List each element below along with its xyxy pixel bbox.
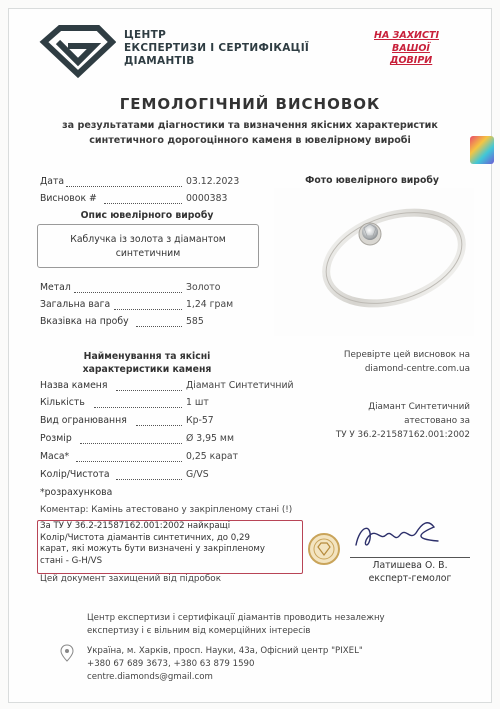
- dotted-leader: [114, 309, 182, 310]
- calculated-note: *розрахункова: [40, 487, 113, 498]
- dotted-leader: [136, 326, 182, 327]
- size-label: Розмір: [40, 433, 72, 444]
- contact-block: [87, 645, 427, 684]
- hologram-sticker: [470, 136, 494, 164]
- comment-line: За ТУ У 36.2-21587162.001:2002 найкращі: [40, 521, 231, 531]
- total-weight-label: Загальна вага: [40, 299, 111, 310]
- address: Україна, м. Харків, просп. Науки, 43а, Офісний центр "PIXEL": [87, 646, 363, 656]
- hallmark-label: Вказівка на пробу: [40, 316, 129, 327]
- size-value: Ø 3,95 мм: [186, 433, 234, 444]
- dotted-leader: [116, 479, 182, 480]
- diamond-logo-icon: [38, 24, 116, 78]
- protection-note: Цей документ захищений від підробок: [40, 574, 222, 584]
- dotted-leader: [80, 443, 182, 444]
- item-description-line: синтетичним: [115, 248, 181, 259]
- item-description-line: Каблучка із золота з діамантом: [70, 234, 226, 245]
- verify-link[interactable]: diamond-centre.com.ua: [364, 364, 470, 374]
- dotted-leader: [76, 461, 182, 462]
- org-name: ЦЕНТР ЕКСПЕРТИЗИ І СЕРТИФІКАЦІЇ ДІАМАНТІВ: [124, 29, 310, 67]
- cut-value: Кр-57: [186, 415, 214, 426]
- trust-stamp: НА ЗАХИСТІ ВАШОЇ ДОВІРИ: [374, 30, 439, 66]
- signer-role: експерт-гемолог: [368, 573, 452, 584]
- signer-name: Латишева О. В.: [350, 557, 470, 572]
- document-subtitle: за результатами діагностики та визначення якісних характеристик синтетичного дорогоцінного каменя в ювелірному виробі: [62, 120, 438, 146]
- report-number-value: 0000383: [186, 193, 228, 204]
- quantity-value: 1 шт: [186, 397, 209, 408]
- report-number-label: Висновок #: [40, 193, 97, 204]
- independence-note: Центр експертизи і сертифікації діамантів проводить незалежну експертизу і є вільним від комерційних інтересів: [87, 613, 385, 636]
- stone-name-label: Назва каменя: [40, 380, 108, 391]
- metal-label: Метал: [40, 282, 71, 293]
- comment-line: Колір/Чистота діамантів синтетичних, до 0,29: [40, 532, 250, 543]
- comment-box: [37, 520, 303, 574]
- dotted-leader: [74, 292, 182, 293]
- synthetic-attestation: Діамант Синтетичний атестовано за ТУ У 36.2-21587162.001:2002: [335, 402, 470, 440]
- comment-line: карат, які можуть бути визначені у закріпленому: [40, 544, 265, 554]
- dotted-leader: [136, 425, 182, 426]
- item-description-heading: Опис ювелірного виробу: [80, 210, 214, 221]
- gold-seal-icon: [307, 532, 341, 566]
- comment-line: стані - G-H/VS: [40, 555, 103, 566]
- total-weight-value: 1,24 грам: [186, 299, 234, 310]
- location-pin-icon: [60, 644, 74, 662]
- document-title: ГЕМОЛОГІЧНИЙ ВИСНОВОК: [119, 95, 381, 113]
- stone-heading: Найменування та якісні характеристики каменя: [82, 351, 212, 375]
- ring-photo: [274, 188, 474, 336]
- signer-block: [350, 557, 470, 585]
- metal-value: Золото: [186, 282, 221, 293]
- dotted-leader: [94, 407, 182, 408]
- quantity-label: Кількість: [40, 397, 85, 408]
- mass-label: Маса*: [40, 451, 70, 462]
- dotted-leader: [66, 186, 182, 187]
- verify-note: Перевірте цей висновок на diamond-centre.com.ua: [300, 348, 470, 376]
- date-label: Дата: [40, 176, 65, 187]
- item-description-box: [37, 224, 259, 268]
- signature-mark: [350, 515, 445, 555]
- dotted-leader: [104, 203, 182, 204]
- color-clarity-label: Колір/Чистота: [40, 469, 110, 480]
- dotted-leader: [116, 390, 182, 391]
- hallmark-value: 585: [186, 316, 204, 327]
- date-value: 03.12.2023: [186, 176, 240, 187]
- email[interactable]: centre.diamonds@gmail.com: [87, 672, 213, 682]
- stone-name-value: Діамант Синтетичний: [186, 380, 294, 391]
- cut-label: Вид огранювання: [40, 415, 127, 426]
- comment-heading: Коментар: Камінь атестовано у закріпленому стані (!): [40, 505, 293, 515]
- mass-value: 0,25 карат: [186, 451, 238, 462]
- color-clarity-value: G/VS: [186, 469, 209, 480]
- phones: +380 67 689 3673, +380 63 879 1590: [87, 659, 255, 669]
- photo-title: Фото ювелірного виробу: [305, 175, 439, 186]
